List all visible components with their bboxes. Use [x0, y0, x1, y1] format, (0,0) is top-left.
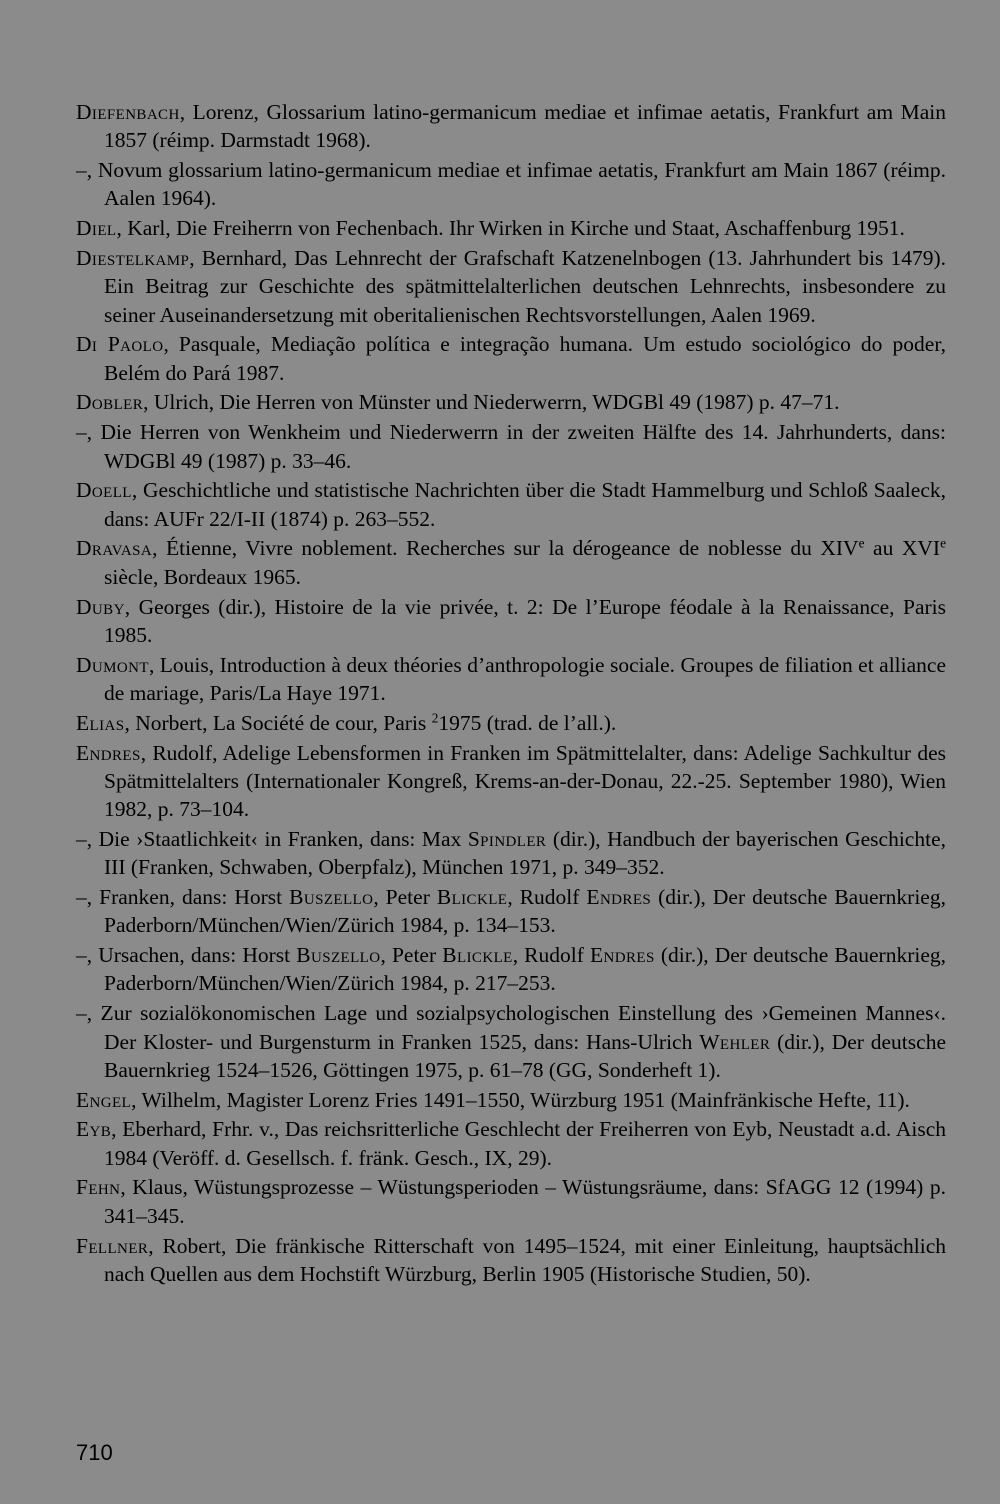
entry-text: , Peter — [380, 943, 443, 968]
bib-entry-eyb — [76, 1115, 946, 1172]
entry-text: siècle, Bordeaux 1965. — [104, 564, 302, 589]
bib-entry-endres-5 — [76, 999, 946, 1084]
author-name: Dravasa — [76, 536, 153, 561]
editor-name: Endres — [586, 885, 652, 910]
entry-text: , Norbert, La Société de cour, Paris — [124, 710, 432, 735]
page-number: 710 — [76, 1440, 113, 1465]
entry-text: , Pasquale, Mediação política e integração humana. Um estudo sociológico do poder, Belém do Pará 1987. — [104, 332, 946, 385]
entry-text: , Peter — [373, 885, 437, 910]
author-name: Diestelkamp — [76, 245, 190, 270]
entry-text: –, Franken, dans: Horst — [76, 885, 290, 910]
editor-name: Spindler — [467, 826, 547, 851]
author-name: Dobler — [76, 390, 144, 415]
entry-text: , Eberhard, Frhr. v., Das reichsritterliche Geschlecht der Freiherren von Eyb, Neustadt a.d. Aisch 1984 (Veröff. d. Gesellsch. f. fränk. Gesch., IX, 29). — [104, 1117, 946, 1170]
author-name: Diefenbach — [76, 100, 180, 124]
bib-entry-fellner — [76, 1232, 946, 1289]
entry-text: , Karl, Die Freiherrn von Fechenbach. Ihr Wirken in Kirche und Staat, Aschaffenburg 1951. — [116, 216, 905, 241]
entry-text: , Ulrich, Die Herren von Münster und Niederwerrn, WDGBl 49 (1987) p. 47–71. — [143, 390, 840, 415]
bib-entry-dobler-2 — [76, 418, 946, 475]
editor-name: Buszello — [296, 943, 381, 968]
author-name: Duby — [76, 594, 125, 619]
entry-text: –, Novum glossarium latino-germanicum mediae et infimae aetatis, Frankfurt am Main 1867 (réimp. Aalen 1964). — [76, 158, 946, 211]
editor-name: Wehler — [699, 1029, 771, 1054]
entry-text: , Rudolf, Adelige Lebensformen in Franken im Spätmittelalter, dans: Adelige Sachkultur des Spätmittelalters (Internationaler Kongreß, Krems-an-der-Donau, 22.-25. September 1980), Wien 1982, p. 73–104. — [104, 740, 946, 822]
author-name: Diel — [76, 216, 117, 241]
entry-text: (dir.), Der deutsche Bauernkrieg 1524–1526, Göttingen 1975, p. 61–78 (GG, Sonderheft 1). — [104, 1029, 946, 1082]
author-name: Endres — [76, 740, 141, 765]
entry-text: , Bernhard, Das Lehnrecht der Grafschaft Katzenelnbogen (13. Jahrhundert bis 1479). Ein Beitrag zur Geschichte des spätmittelalterlichen deutschen Lehnrechts, insbesondere zu seiner Auseinandersetzung mit oberitalienischen Rechtsvorstellungen, Aalen 1969. — [104, 245, 946, 327]
bib-entry-diefenbach-2 — [76, 156, 946, 213]
entry-text: , Wilhelm, Magister Lorenz Fries 1491–1550, Würzburg 1951 (Mainfränkische Hefte, 11). — [131, 1087, 910, 1112]
editor-name: Buszello — [289, 885, 374, 910]
bibliography-page — [76, 98, 946, 1290]
author-name: Fellner — [76, 1233, 149, 1258]
bib-entry-di-paolo — [76, 330, 946, 387]
entry-text: , Étienne, Vivre noblement. Recherches sur la dérogeance de noblesse du XIV — [152, 536, 859, 561]
entry-text: –, Die ›Staatlichkeit‹ in Franken, dans: Max — [76, 826, 468, 851]
superscript: e — [858, 536, 865, 552]
bib-entry-elias — [76, 709, 946, 737]
bib-entry-doell — [76, 476, 946, 533]
entry-text: (dir.), Der deutsche Bauernkrieg, Paderborn/München/Wien/Zürich 1984, p. 134–153. — [104, 885, 946, 938]
bib-entry-dumont — [76, 651, 946, 708]
author-name: Doell — [76, 478, 132, 503]
author-name: Di Paolo — [76, 332, 164, 357]
author-name: Fehn — [76, 1175, 121, 1200]
bib-entry-diefenbach-1 — [76, 98, 946, 155]
editor-name: Blickle — [436, 885, 508, 910]
entry-text: , Geschichtliche und statistische Nachrichten über die Stadt Hammelburg und Schloß Saaleck, dans: AUFr 22/I-II (1874) p. 263–552. — [104, 478, 946, 531]
editor-name: Blickle — [442, 943, 513, 968]
entry-text: –, Zur sozialökonomischen Lage und sozialpsychologischen Einstellung des ›Gemeinen Mannes‹. Der Kloster- und Burgensturm in Franken 1525, dans: Hans-Ulrich — [76, 1001, 946, 1054]
entry-text: –, Die Herren von Wenkheim und Niederwerrn in der zweiten Hälfte des 14. Jahrhunderts, dans: WDGBl 49 (1987) p. 33–46. — [76, 420, 946, 473]
entry-text: , Louis, Introduction à deux théories d’anthropologie sociale. Groupes de filiation et alliance de mariage, Paris/La Haye 1971. — [104, 652, 946, 705]
author-name: Elias — [76, 710, 125, 735]
author-name: Engel — [76, 1087, 132, 1112]
bib-entry-endres-1 — [76, 739, 946, 824]
entry-text: , Lorenz, Glossarium latino-germanicum mediae et infimae aetatis, Frankfurt am Main 1857 (réimp. Darmstadt 1968). — [104, 100, 946, 153]
bib-entry-diel — [76, 214, 946, 242]
entry-text: –, Ursachen, dans: Horst — [76, 943, 297, 968]
bib-entry-diestelkamp — [76, 244, 946, 329]
bib-entry-dobler-1 — [76, 388, 946, 416]
entry-text: , Georges (dir.), Histoire de la vie privée, t. 2: De l’Europe féodale à la Renaissance, Paris 1985. — [104, 594, 946, 647]
editor-name: Endres — [590, 943, 655, 968]
entry-text: (dir.), Der deutsche Bauernkrieg, Paderborn/München/Wien/Zürich 1984, p. 217–253. — [104, 943, 946, 996]
bib-entry-engel — [76, 1086, 946, 1114]
entry-text: au XVI — [864, 536, 941, 561]
entry-text: , Rudolf — [507, 885, 587, 910]
author-name: Eyb — [76, 1117, 112, 1142]
author-name: Dumont — [76, 652, 149, 677]
bib-entry-endres-3 — [76, 883, 946, 940]
bib-entry-endres-2 — [76, 825, 946, 882]
entry-text: , Robert, Die fränkische Ritterschaft von 1495–1524, mit einer Einleitung, hauptsächlich nach Quellen aus dem Hochstift Würzburg, Berlin 1905 (Historische Studien, 50). — [104, 1233, 946, 1286]
entry-text: 1975 (trad. de l’all.). — [438, 710, 617, 735]
bib-entry-dravasa — [76, 534, 946, 591]
bib-entry-fehn — [76, 1173, 946, 1230]
entry-text: , Rudolf — [512, 943, 591, 968]
bib-entry-endres-4 — [76, 941, 946, 998]
bib-entry-duby — [76, 593, 946, 650]
entry-text: (dir.), Handbuch der bayerischen Geschichte, III (Franken, Schwaben, Oberpfalz), München 1971, p. 349–352. — [104, 826, 946, 880]
superscript: e — [940, 536, 946, 552]
entry-text: , Klaus, Wüstungsprozesse – Wüstungsperioden – Wüstungsräume, dans: SfAGG 12 (1994) p. 341–345. — [104, 1175, 946, 1228]
superscript: 2 — [431, 710, 439, 726]
